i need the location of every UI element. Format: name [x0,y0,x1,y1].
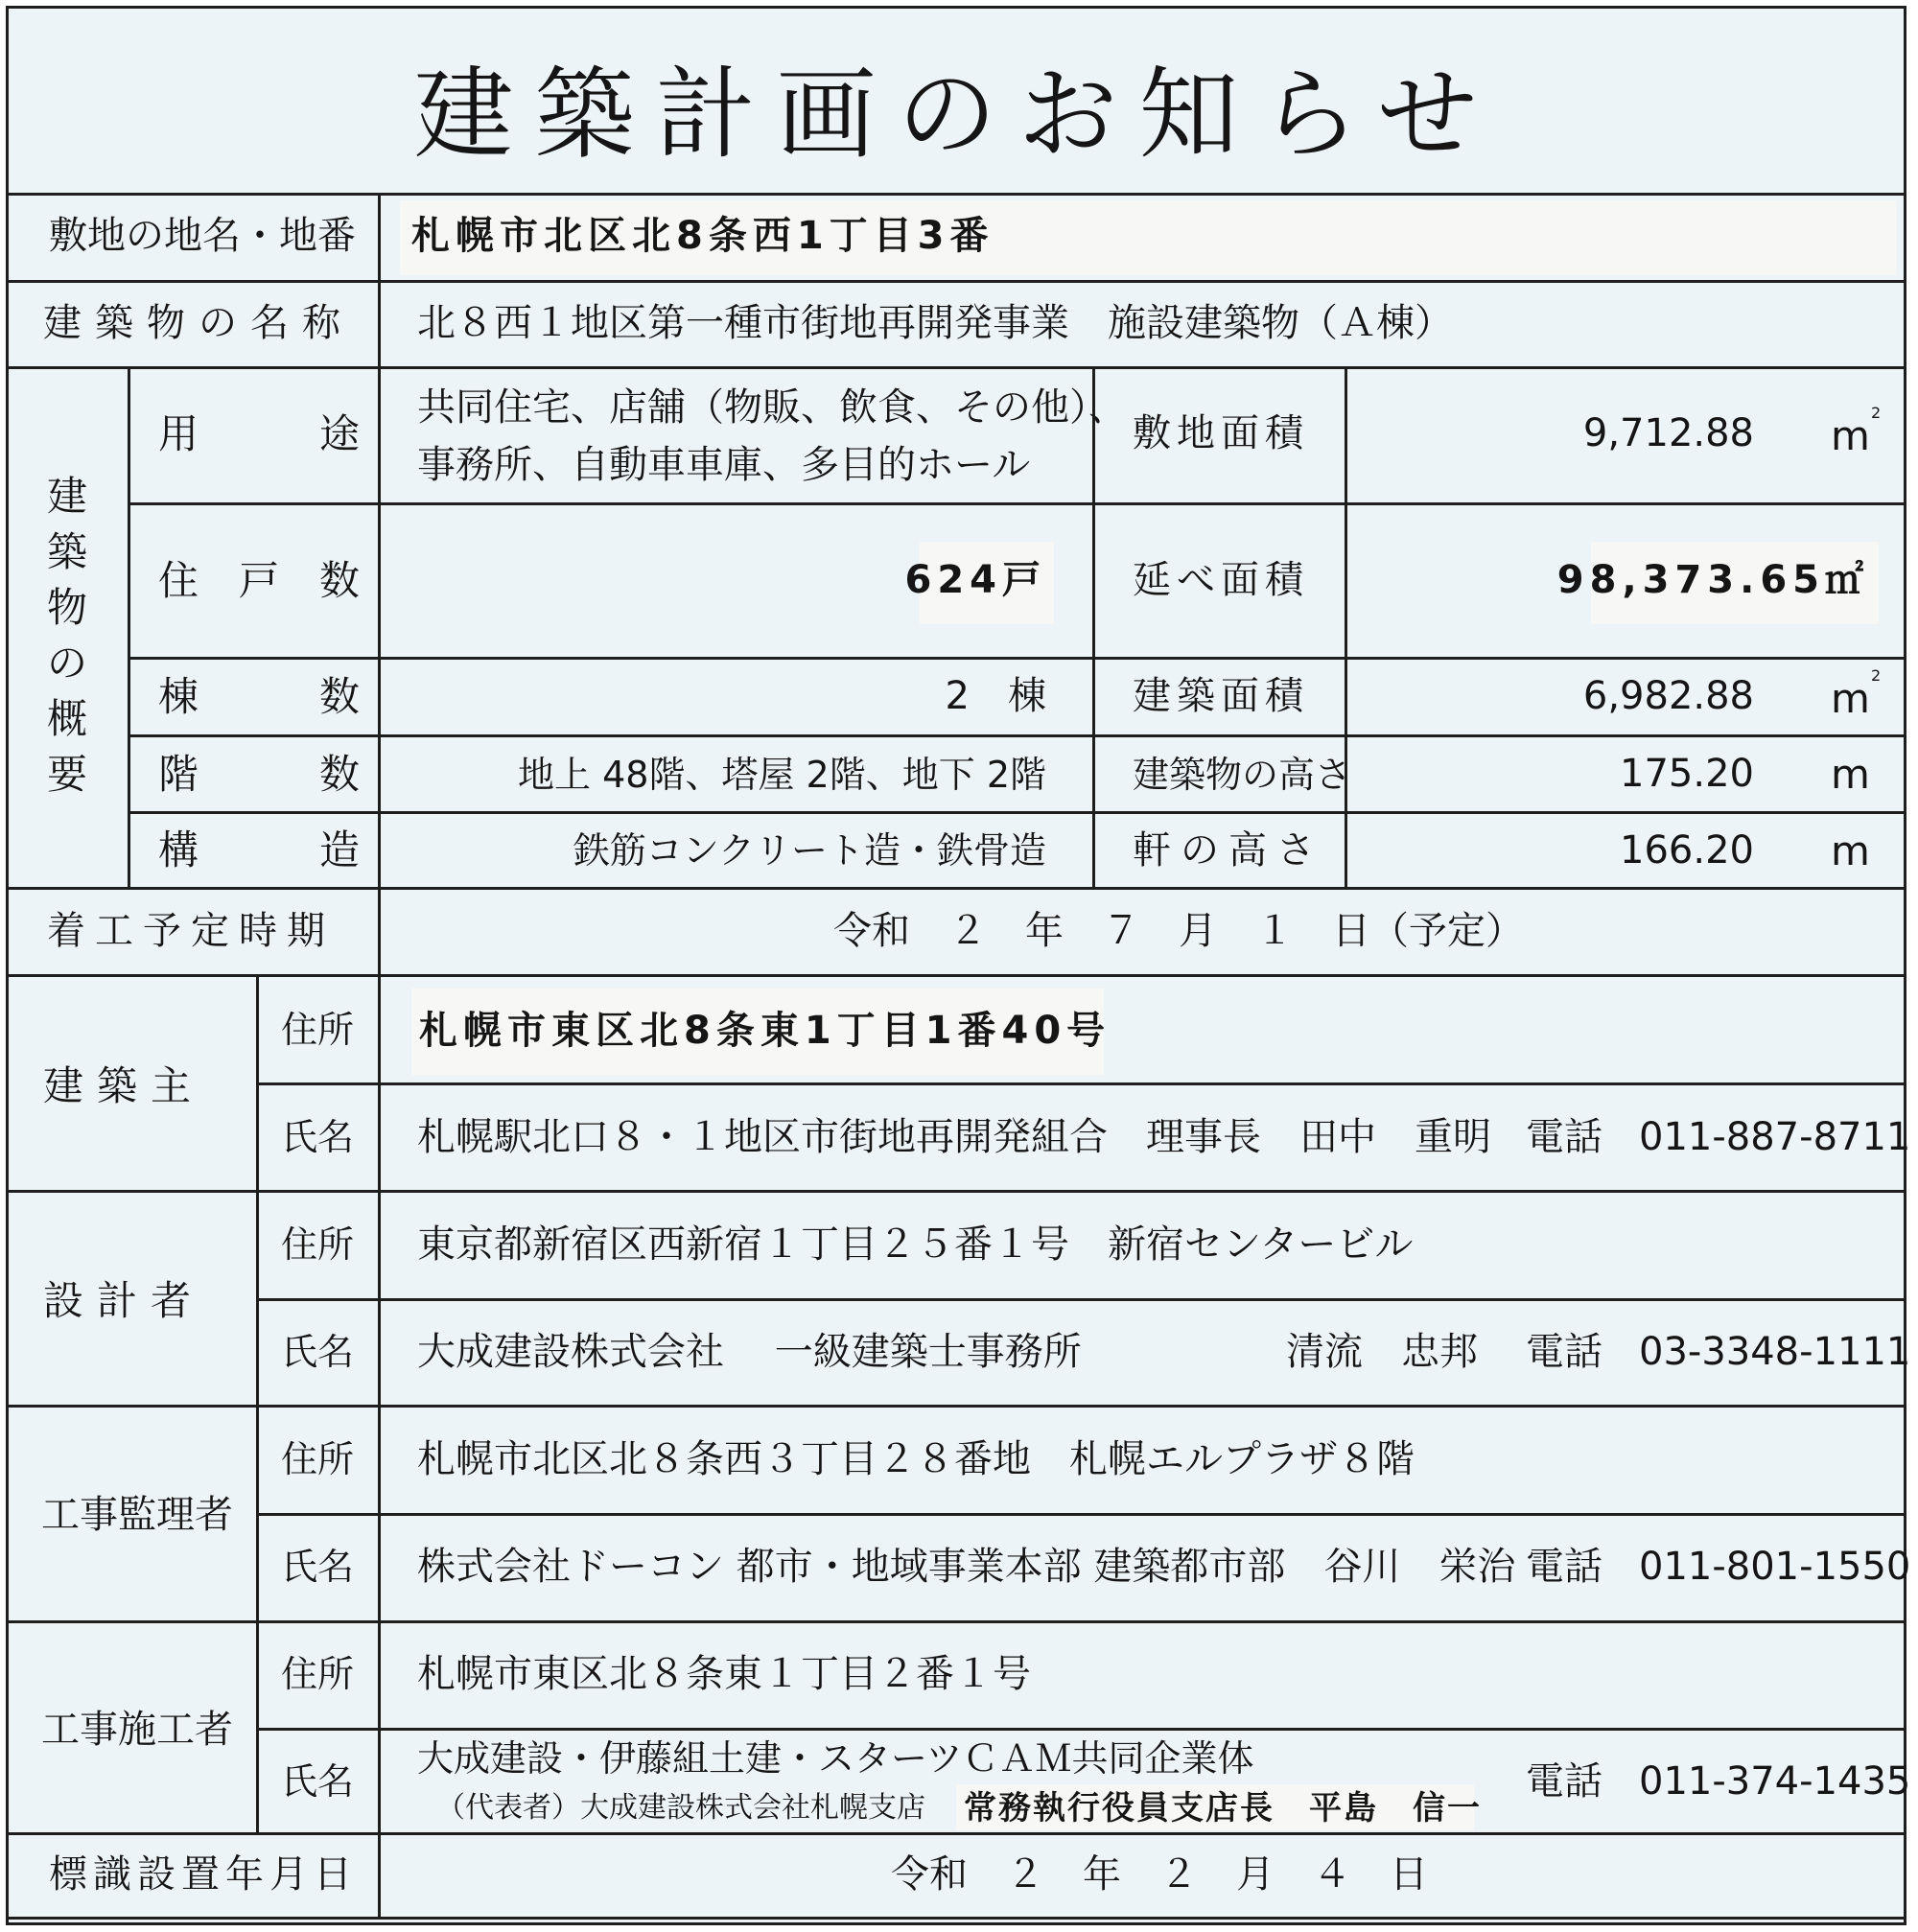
contractor-name-line1: 大成建設・伊藤組土建・スターツＣＡＭ共同企業体 [417,1737,1254,1780]
floors-value: 地上 48階、塔屋 2階、地下 2階 [518,754,1046,796]
building-area-unit: m [1831,675,1870,722]
rule [9,1917,1904,1920]
use-label: 用 途 [158,410,361,457]
structure-label: 構 造 [158,826,361,873]
rule [9,193,1904,196]
supervisor-address: 札幌市北区北８条西３丁目２８番地 札幌エルプラザ８階 [417,1437,1415,1481]
rule [9,1190,1904,1193]
floors-label: 階 数 [158,751,361,798]
start-value: 令和 ２ 年 ７ 月 １ 日（予定） [833,909,1524,953]
total-floor-area-value: 98,373.65㎡ [1556,558,1869,602]
owner-address-label: 住所 [281,1009,355,1051]
building-name-value: 北８西１地区第一種市街地再開発事業 施設建築物（Ａ棟） [417,301,1453,345]
building-area-value: 6,982.88 [1582,674,1754,718]
contractor-name-line2: （代表者）大成建設株式会社札幌支店 [436,1791,925,1825]
height-value: 175.20 [1620,752,1754,796]
rule [9,1405,1904,1408]
overview-label [43,469,91,803]
designer-address-label: 住所 [281,1223,355,1266]
overview-label-char: 概 [46,695,87,742]
designer-phone: 03-3348-1111 [1639,1330,1911,1374]
eave-height-unit: m [1831,827,1870,874]
rule [9,280,1904,283]
posted-label: 標識設置年月日 [49,1852,358,1897]
building-area-label: 建築面積 [1133,674,1309,718]
site-value: 札幌市北区北8条西1丁目3番 [411,214,994,258]
buildings-label: 棟 数 [158,673,361,720]
owner-address: 札幌市東区北8条東1丁目1番40号 [419,1009,1111,1053]
contractor-label: 工事施工者 [41,1708,233,1752]
site-area-label: 敷地面積 [1133,411,1309,455]
buildings-value: 2 棟 [945,674,1046,718]
designer-label: 設計者 [43,1277,205,1324]
notice-board [6,6,1911,1925]
contractor-phone: 011-374-1435 [1639,1759,1911,1804]
supervisor-address-label: 住所 [281,1438,355,1480]
designer-person: 清流 忠邦 [1286,1330,1478,1374]
supervisor-phone-label: 電話 [1526,1545,1602,1589]
rule [128,734,1904,737]
rule [128,502,1904,505]
rule [256,1728,1904,1731]
designer-phone-label: 電話 [1526,1330,1602,1374]
site-label: 敷地の地名・地番 [49,214,356,258]
rule [256,974,259,1832]
rule [128,657,1904,660]
rule [1345,366,1347,887]
owner-label: 建築主 [43,1062,205,1109]
site-area-sup: 2 [1871,404,1882,422]
overview-label-char: 物 [46,584,87,631]
rule [9,366,1904,369]
contractor-address-label: 住所 [281,1653,355,1695]
total-floor-area-label: 延べ面積 [1133,558,1309,602]
contractor-phone-label: 電話 [1526,1759,1602,1804]
rule [256,1298,1904,1301]
overview-label-char: の [46,640,87,687]
site-area-value: 9,712.88 [1582,411,1754,455]
supervisor-name-label: 氏名 [281,1546,355,1588]
contractor-address: 札幌市東区北８条東１丁目２番１号 [417,1652,1031,1696]
rule [9,887,1904,890]
start-label: 着工予定時期 [47,909,335,953]
structure-value: 鉄筋コンクリート造・鉄骨造 [573,829,1046,872]
building-area-sup: 2 [1871,666,1882,685]
rule [256,1082,1904,1085]
rule [9,1620,1904,1623]
rule [9,974,1904,977]
designer-name: 大成建設株式会社 一級建築士事務所 [417,1330,1082,1374]
use-line2: 事務所、自動車車庫、多目的ホール [417,443,1031,487]
rule [378,193,381,1917]
contractor-name-label: 氏名 [281,1760,355,1803]
rule [128,811,1904,814]
owner-name: 札幌駅北口８・１地区市街地再開発組合 理事長 田中 重明 [417,1115,1491,1159]
designer-address: 東京都新宿区西新宿１丁目２５番１号 新宿センタービル [417,1222,1414,1267]
height-label: 建築物の高さ [1133,754,1352,796]
overview-label-char: 築 [46,528,87,575]
units-label: 住 戸 数 [158,557,361,604]
designer-name-label: 氏名 [281,1331,355,1373]
rule [1092,366,1095,887]
supervisor-phone: 011-801-1550 [1639,1545,1911,1589]
site-area-unit: m [1831,412,1870,459]
notice-title: 建築計画のお知らせ [413,56,1499,173]
contractor-representative: 常務執行役員支店長 平島 信一 [964,1789,1482,1827]
overview-label-char: 建 [46,473,87,520]
building-name-label: 建築物の名称 [43,301,354,345]
eave-height-label: 軒の高さ [1133,828,1324,873]
posted-value: 令和 ２ 年 ２ 月 ４ 日 [891,1852,1428,1897]
eave-height-value: 166.20 [1620,828,1754,873]
rule [9,1832,1904,1835]
rule [128,366,130,887]
owner-name-label: 氏名 [281,1116,355,1158]
units-value: 624戸 [904,558,1046,602]
supervisor-name: 株式会社ドーコン 都市・地域事業本部 建築都市部 谷川 栄治 [417,1545,1516,1589]
rule [256,1513,1904,1516]
use-line1: 共同住宅、店舗（物販、飲食、その他）、 [417,385,1127,430]
supervisor-label: 工事監理者 [41,1493,233,1537]
height-unit: m [1831,751,1870,798]
owner-phone-label: 電話 [1526,1115,1602,1159]
owner-phone: 011-887-8711 [1639,1115,1911,1159]
overview-label-char: 要 [46,751,87,798]
